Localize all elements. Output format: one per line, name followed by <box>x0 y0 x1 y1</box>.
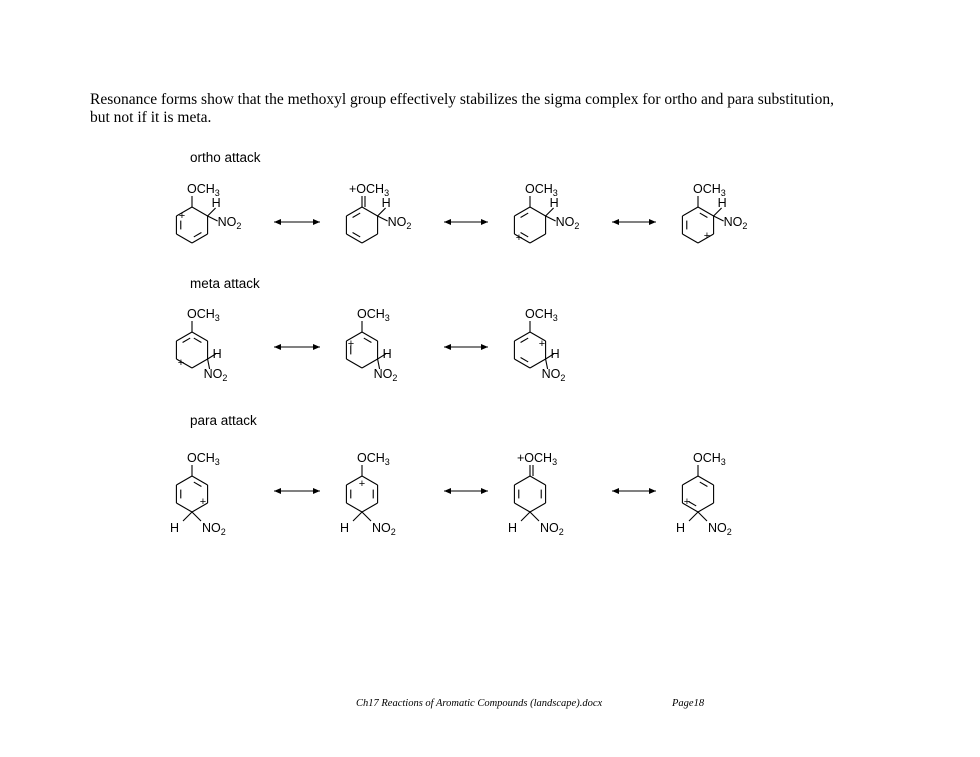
ring-bond <box>514 503 530 512</box>
methoxy-label: $OCH_3$ <box>357 307 390 323</box>
resonance-arrow <box>444 219 488 225</box>
nitro-group-label: $NO_2$ <box>540 521 564 537</box>
ring-bond <box>176 476 192 485</box>
ring-bond <box>192 234 208 243</box>
ring-bond <box>362 332 378 341</box>
sigma-complex-structure <box>508 451 564 537</box>
ring-bond <box>530 503 546 512</box>
positive-charge-label: + <box>703 230 711 242</box>
positive-charge-label: + <box>177 357 185 369</box>
double-bond <box>194 338 202 342</box>
hydrogen-label: H <box>212 347 222 361</box>
resonance-arrow <box>444 344 488 350</box>
double-bond <box>700 213 708 217</box>
methoxy-label: $OCH_3$ <box>187 182 220 198</box>
hydrogen-label: H <box>549 196 559 210</box>
hydrogen-label: H <box>382 347 392 361</box>
ring-bond <box>682 207 698 216</box>
sigma-complex-structure <box>176 182 241 243</box>
ring-bond <box>514 207 530 216</box>
ring-bond <box>362 503 378 512</box>
sigma-complex-structure <box>346 307 397 383</box>
ring-bond <box>176 332 192 341</box>
ring-bond <box>346 503 362 512</box>
nitro-group-label: $NO_2$ <box>541 367 566 383</box>
intro-paragraph: Resonance forms show that the methoxyl group effectively stabilizes the sigma complex for ortho and para substitution, but not if it is meta. <box>90 91 834 126</box>
nitro-group-label: $NO_2$ <box>555 215 580 231</box>
sigma-complex-structure <box>340 451 396 537</box>
sigma-complex-structure <box>514 307 565 383</box>
ring-bond <box>192 476 208 485</box>
sigma-complex-structure <box>176 307 227 383</box>
methoxy-label: $OCH_3$ <box>525 307 558 323</box>
nitro-group-label: $NO_2$ <box>723 215 748 231</box>
methoxy-label: $OCH_3$ <box>693 182 726 198</box>
hydrogen-label: H <box>550 347 560 361</box>
ring-bond <box>682 476 698 485</box>
ring-bond <box>698 476 714 485</box>
sigma-complex-structure <box>514 182 579 244</box>
h-bond <box>183 512 192 521</box>
ring-bond <box>698 503 714 512</box>
nitro-group-label: $NO_2$ <box>202 521 226 537</box>
double-bond <box>521 213 529 217</box>
nitro-group-label: $NO_2$ <box>373 367 398 383</box>
positive-charge-label: + <box>358 478 366 490</box>
positive-charge-label: + <box>515 232 523 244</box>
methoxy-label: $+OCH_3$ <box>517 451 558 467</box>
resonance-arrow <box>274 488 320 494</box>
ring-bond <box>698 207 714 216</box>
h-bond <box>353 512 362 521</box>
ring-bond <box>530 476 546 485</box>
methoxy-label: $OCH_3$ <box>357 451 390 467</box>
nitro-group-label: $NO_2$ <box>372 521 396 537</box>
footer-page-number: Page18 <box>672 698 705 709</box>
h-bond <box>689 512 698 521</box>
hydrogen-label: H <box>170 521 180 535</box>
nitro-group-label: $NO_2$ <box>387 215 412 231</box>
double-bond <box>521 358 529 362</box>
nitro-group-label: $NO_2$ <box>203 367 228 383</box>
resonance-arrow <box>612 219 656 225</box>
nitro-bond <box>362 512 371 521</box>
double-bond <box>194 233 202 237</box>
ring-bond <box>192 207 208 216</box>
positive-charge-label: + <box>178 210 186 222</box>
section-label-ortho: ortho attack <box>190 150 261 165</box>
positive-charge-label: + <box>199 496 207 508</box>
sigma-complex-structure <box>346 182 411 243</box>
sigma-complex-structure <box>682 182 747 243</box>
hydrogen-label: H <box>676 521 686 535</box>
ring-bond <box>530 207 546 216</box>
nitro-bond <box>192 512 201 521</box>
methoxy-label: $OCH_3$ <box>525 182 558 198</box>
ring-bond <box>530 234 546 243</box>
ring-bond <box>514 359 530 368</box>
methoxy-label: $+OCH_3$ <box>349 182 390 198</box>
ring-bond <box>346 207 362 216</box>
double-bond <box>700 482 708 486</box>
nitro-group-label: $NO_2$ <box>217 215 242 231</box>
ring-bond <box>514 332 530 341</box>
section-label-para: para attack <box>190 413 257 428</box>
nitro-group-label: $NO_2$ <box>708 521 732 537</box>
ring-bond <box>362 234 378 243</box>
resonance-arrow <box>274 219 320 225</box>
nitro-bond <box>714 216 724 221</box>
ring-bond <box>514 476 530 485</box>
nitro-bond <box>546 216 556 221</box>
ring-bond <box>192 332 208 341</box>
methoxy-label: $OCH_3$ <box>693 451 726 467</box>
ring-bond <box>682 234 698 243</box>
nitro-bond <box>208 216 218 221</box>
double-bond <box>521 338 529 342</box>
hydrogen-label: H <box>211 196 221 210</box>
positive-charge-label: + <box>538 338 546 350</box>
resonance-arrow <box>274 344 320 350</box>
resonance-arrow <box>444 488 488 494</box>
double-bond <box>183 338 191 342</box>
hydrogen-label: H <box>340 521 350 535</box>
footer-document-name: Ch17 Reactions of Aromatic Compounds (landscape).docx <box>356 698 603 709</box>
double-bond <box>364 338 372 342</box>
methoxy-label: $OCH_3$ <box>187 307 220 323</box>
methoxy-label: $OCH_3$ <box>187 451 220 467</box>
ring-bond <box>176 234 192 243</box>
h-bond <box>521 512 530 521</box>
positive-charge-label: + <box>347 338 355 350</box>
double-bond <box>353 233 361 237</box>
sigma-complex-structure <box>170 451 226 537</box>
nitro-bond <box>378 216 388 221</box>
double-bond <box>353 213 361 217</box>
hydrogen-label: H <box>381 196 391 210</box>
nitro-bond <box>698 512 707 521</box>
nitro-bond <box>530 512 539 521</box>
section-label-meta: meta attack <box>190 276 260 291</box>
ring-bond <box>176 503 192 512</box>
ring-bond <box>346 234 362 243</box>
double-bond <box>194 482 202 486</box>
hydrogen-label: H <box>717 196 727 210</box>
positive-charge-label: + <box>683 496 691 508</box>
hydrogen-label: H <box>508 521 518 535</box>
ring-bond <box>362 207 378 216</box>
ring-bond <box>346 359 362 368</box>
sigma-complex-structure <box>676 451 732 537</box>
resonance-arrow <box>612 488 656 494</box>
